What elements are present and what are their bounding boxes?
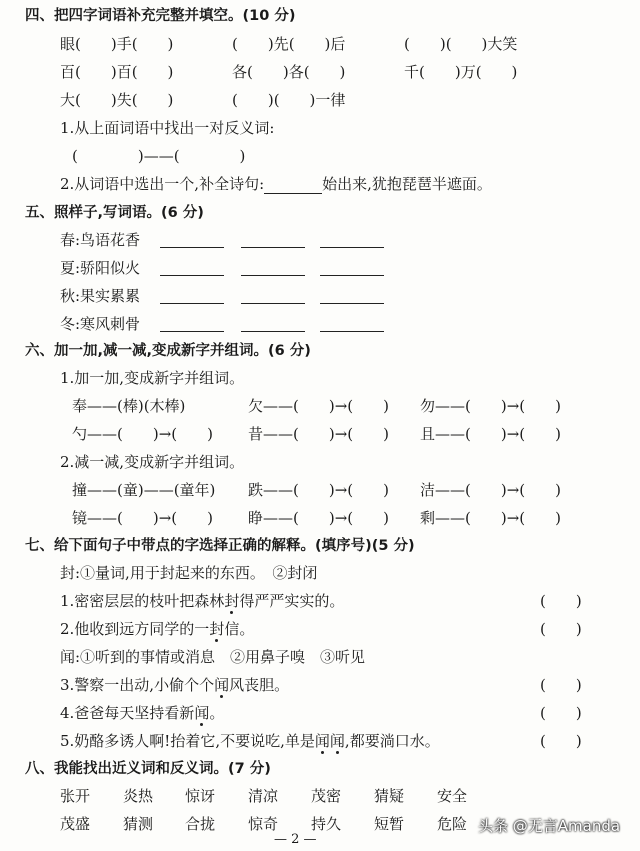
s7-q2-answer-paren[interactable]: ( ): [540, 620, 582, 638]
s5-r1-blank1[interactable]: [160, 247, 224, 248]
s8-word-1-3: 惊讶: [185, 787, 216, 805]
s7-q1-answer-paren[interactable]: ( ): [540, 592, 582, 610]
s7-q5-a: 5.奶酪多诱人啊!抬着它,不要说吃,单是: [60, 732, 315, 750]
s4-q2: [60, 174, 492, 194]
s7-q2: [60, 619, 254, 639]
s6-add-r1-c3: 勿——( )→( ): [420, 397, 561, 415]
s7-q5-answer-paren[interactable]: ( ): [540, 732, 582, 750]
s7-q5-dotted-1: 闻: [314, 732, 330, 750]
s6-add-r1-c2: 欠——( )→( ): [248, 397, 389, 415]
s6-sub-r1-c1: 撞——(童)——(童年): [72, 481, 216, 499]
s4-q1: 1.从上面词语中找出一对反义词:: [60, 119, 275, 137]
s7-q2-dotted: 封: [209, 620, 225, 638]
s4-r3-c2: ( )( )一律: [232, 91, 346, 109]
s5-row-1-label: 春:鸟语花香: [60, 231, 141, 249]
s6-add-r2-c3: 且——( )→( ): [420, 425, 561, 443]
s8-word-2-3: 合拢: [185, 815, 216, 833]
s7-q4-b: 。: [209, 704, 225, 722]
s4-r2-c3: 千( )万( ): [404, 63, 518, 81]
s6-add-r2-c2: 昔——( )→( ): [248, 425, 389, 443]
s7-q1-a: 1.密密层层的枝叶把森林: [60, 592, 225, 610]
s4-q2-prefix: 2.从词语中选出一个,补全诗句:: [60, 175, 265, 193]
s6-sub2: 2.减一减,变成新字并组词。: [60, 453, 245, 471]
s6-add-r1-c1: 奉——(棒)(木棒): [72, 397, 186, 415]
s5-r3-blank1[interactable]: [160, 303, 224, 304]
s5-r4-blank2[interactable]: [241, 331, 305, 332]
s7-q3-b: 风丧胆。: [229, 676, 290, 694]
s7-q1-dotted: 封: [224, 592, 240, 610]
s7-q3-answer-paren[interactable]: ( ): [540, 676, 582, 694]
s8-word-2-7: 危险: [437, 815, 468, 833]
s4-q1-answer: ( )——( ): [72, 147, 246, 165]
s5-r1-blank3[interactable]: [320, 247, 384, 248]
s4-r1-c1: 眼( )手( ): [60, 35, 174, 53]
s7-q1-b: 得严严实实的。: [239, 592, 345, 610]
section5-title: 五、照样子,写词语。(6 分): [25, 205, 204, 221]
s5-row-2-label: 夏:骄阳似火: [60, 259, 141, 277]
s8-word-1-2: 炎热: [123, 787, 154, 805]
s7-q4-answer-paren[interactable]: ( ): [540, 704, 582, 722]
s6-sub-r1-c2: 跌——( )→( ): [248, 481, 389, 499]
s8-word-1-4: 清凉: [248, 787, 279, 805]
s8-word-2-1: 茂盛: [60, 815, 91, 833]
s7-q3-a: 3.警察一出动,小偷个个: [60, 676, 215, 694]
s4-r2-c2: 各( )各( ): [232, 63, 346, 81]
s4-r1-c3: ( )( )大笑: [404, 35, 518, 53]
s8-word-2-6: 短暂: [374, 815, 405, 833]
s7-q3-dotted: 闻: [214, 676, 230, 694]
s8-word-1-1: 张开: [60, 787, 91, 805]
s6-add-r2-c1: 勺——( )→( ): [72, 425, 213, 443]
s4-q2-suffix: 始出来,犹抱琵琶半遮面。: [322, 175, 492, 193]
s7-q4-a: 4.爸爸每天坚持看新: [60, 704, 195, 722]
s5-r2-blank1[interactable]: [160, 275, 224, 276]
s8-word-2-4: 惊奇: [248, 815, 279, 833]
s4-q2-blank[interactable]: [264, 178, 322, 194]
section4-title: 四、把四字词语补充完整并填空。(10 分): [25, 8, 296, 24]
s8-word-1-7: 安全: [437, 787, 468, 805]
s5-row-4-label: 冬:寒风刺骨: [60, 315, 141, 333]
s5-row-3-label: 秋:果实累累: [60, 287, 141, 305]
s5-r3-blank3[interactable]: [320, 303, 384, 304]
s7-q1: [60, 591, 344, 611]
s7-q5-dotted-2: 闻: [329, 732, 345, 750]
s6-sub-r1-c3: 洁——( )→( ): [420, 481, 561, 499]
s4-r3-c1: 大( )失( ): [60, 91, 174, 109]
s8-word-1-6: 猜疑: [374, 787, 405, 805]
section6-title: 六、加一加,减一减,变成新字并组词。(6 分): [25, 343, 311, 359]
s8-word-2-2: 猜测: [123, 815, 154, 833]
page-number: — 2 —: [274, 832, 317, 847]
s7-q2-a: 2.他收到远方同学的一: [60, 620, 210, 638]
s7-def-feng: 封:①量词,用于封起来的东西。 ②封闭: [60, 564, 318, 582]
s7-q4-dotted: 闻: [194, 704, 210, 722]
s5-r2-blank3[interactable]: [320, 275, 384, 276]
s6-sub-r2-c3: 剩——( )→( ): [420, 509, 561, 527]
s7-q5-b: ,都要淌口水。: [344, 732, 440, 750]
s4-r2-c1: 百( )百( ): [60, 63, 174, 81]
s4-r1-c2: ( )先( )后: [232, 35, 346, 53]
s7-q3: [60, 675, 289, 695]
s5-r4-blank1[interactable]: [160, 331, 224, 332]
s5-r1-blank2[interactable]: [241, 247, 305, 248]
s7-def-wen: 闻:①听到的事情或消息 ②用鼻子嗅 ③听见: [60, 648, 366, 666]
s7-q4: [60, 703, 224, 723]
s7-q5: [60, 731, 440, 751]
s8-word-1-5: 茂密: [311, 787, 342, 805]
s6-sub1: 1.加一加,变成新字并组词。: [60, 369, 245, 387]
s5-r3-blank2[interactable]: [241, 303, 305, 304]
watermark: 头条 @无言Amanda: [478, 817, 621, 835]
section7-title: 七、给下面句子中带点的字选择正确的解释。(填序号)(5 分): [25, 538, 415, 554]
s6-sub-r2-c2: 睁——( )→( ): [248, 509, 389, 527]
section8-title: 八、我能找出近义词和反义词。(7 分): [25, 761, 271, 777]
s7-q2-b: 信。: [224, 620, 255, 638]
s6-sub-r2-c1: 镜——( )→( ): [72, 509, 213, 527]
s5-r4-blank3[interactable]: [320, 331, 384, 332]
s5-r2-blank2[interactable]: [241, 275, 305, 276]
s8-word-2-5: 持久: [311, 815, 342, 833]
